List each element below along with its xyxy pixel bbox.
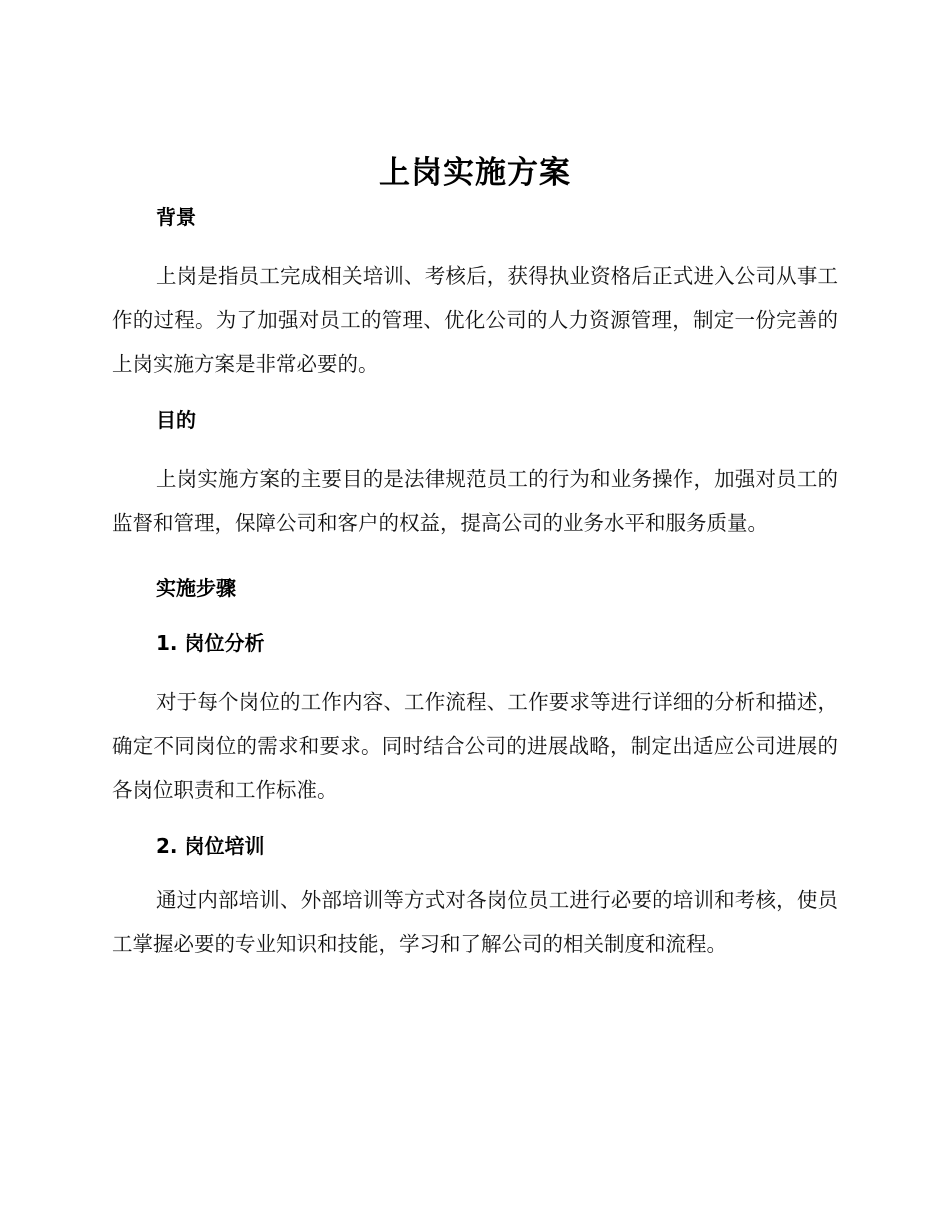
paragraph-job-training: 通过内部培训、外部培训等方式对各岗位员工进行必要的培训和考核，使员工掌握必要的专业知识和技能，学习和了解公司的相关制度和流程。 <box>112 888 838 956</box>
section-heading-background: 背景 <box>156 205 196 229</box>
paragraph-job-analysis: 对于每个岗位的工作内容、工作流程、工作要求等进行详细的分析和描述，确定不同岗位的需求和要求。同时结合公司的进展战略，制定出适应公司进展的各岗位职责和工作标准。 <box>112 690 838 802</box>
section-heading-purpose: 目的 <box>156 408 196 432</box>
step-heading-job-analysis: 1. 岗位分析 <box>156 631 265 655</box>
document-title: 上岗实施方案 <box>379 155 571 191</box>
step-heading-job-training: 2. 岗位培训 <box>156 834 265 858</box>
paragraph-purpose: 上岗实施方案的主要目的是法律规范员工的行为和业务操作，加强对员工的监督和管理，保障公司和客户的权益，提高公司的业务水平和服务质量。 <box>112 467 838 535</box>
section-heading-steps: 实施步骤 <box>156 576 236 600</box>
paragraph-background: 上岗是指员工完成相关培训、考核后，获得执业资格后正式进入公司从事工作的过程。为了加强对员工的管理、优化公司的人力资源管理，制定一份完善的上岗实施方案是非常必要的。 <box>112 264 838 376</box>
